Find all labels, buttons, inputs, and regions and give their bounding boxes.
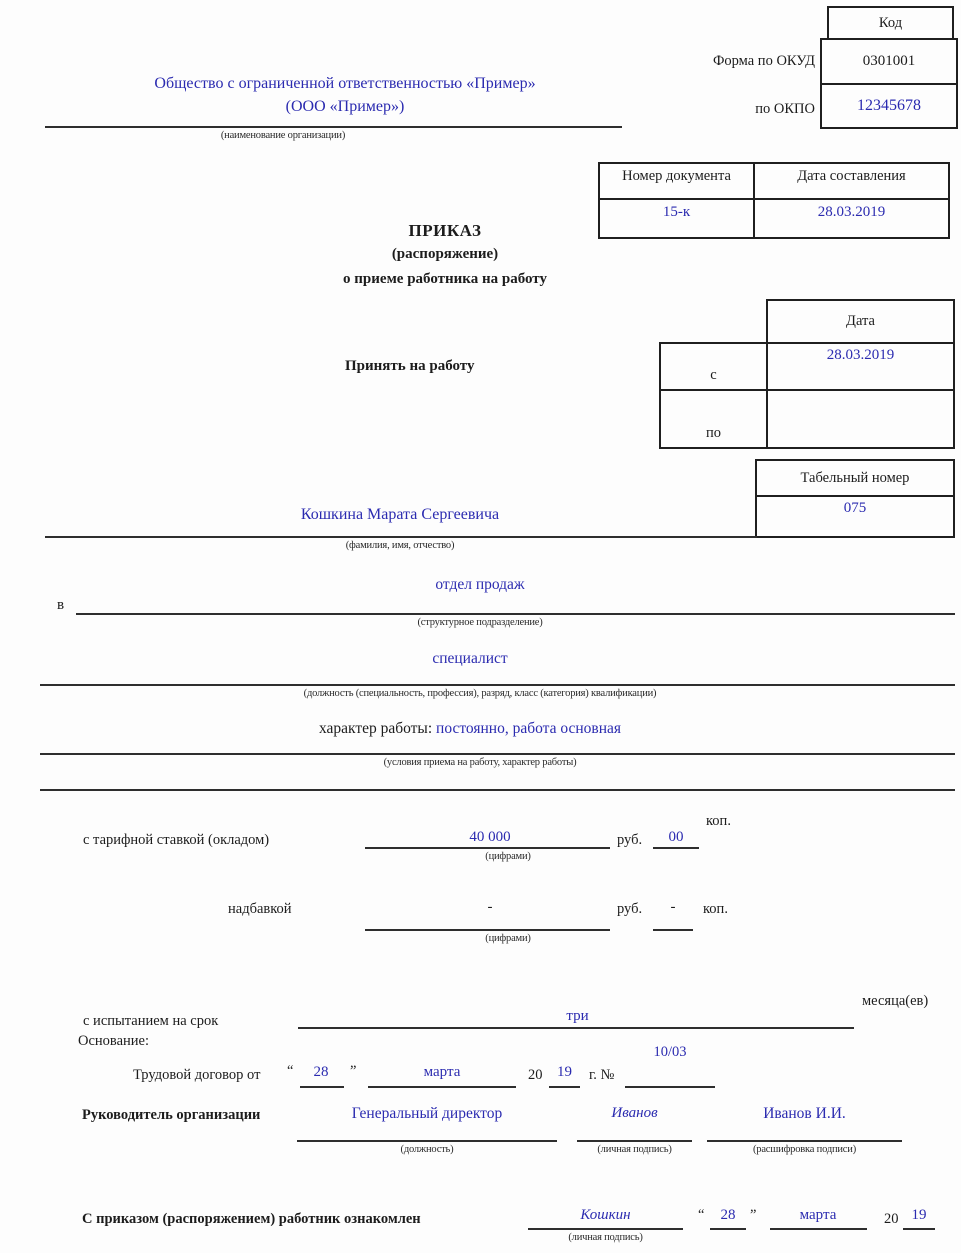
contract-label: Трудовой договор от bbox=[133, 1067, 261, 1083]
code-header-cell bbox=[827, 6, 954, 40]
contract-open-quote: “ bbox=[287, 1063, 294, 1079]
personnel-number-value: 075 bbox=[843, 500, 867, 516]
document-number-table bbox=[598, 162, 950, 239]
contract-day-underline bbox=[300, 1086, 344, 1088]
contract-year-underline bbox=[549, 1086, 580, 1088]
allowance-kop-value: - bbox=[670, 899, 676, 915]
document-title: ПРИКАЗ bbox=[408, 221, 482, 240]
acknowledgement-year-underline bbox=[903, 1228, 935, 1230]
acknowledgement-open-quote: “ bbox=[698, 1207, 705, 1223]
acknowledgement-month-underline bbox=[770, 1228, 867, 1230]
allowance-kop-underline bbox=[653, 929, 693, 931]
hire-label: Принять на работу bbox=[345, 358, 475, 374]
blank-rule bbox=[40, 789, 955, 791]
work-nature-value: постоянно, работа основная bbox=[436, 720, 622, 737]
employee-name-underline bbox=[45, 536, 757, 538]
position-value: специалист bbox=[432, 650, 508, 667]
salary-kop-underline bbox=[653, 847, 699, 849]
document-date-value: 28.03.2019 bbox=[817, 204, 886, 220]
contract-day: 28 bbox=[313, 1064, 329, 1080]
head-position-underline bbox=[297, 1140, 557, 1142]
organization-underline bbox=[45, 126, 622, 128]
document-subtitle-2: о приеме работника на работу bbox=[343, 271, 547, 287]
personnel-number-header: Табельный номер bbox=[800, 469, 910, 486]
hire-from-label-cell bbox=[659, 342, 768, 391]
head-name: Иванов И.И. bbox=[763, 1105, 846, 1122]
okpo-label: по ОКПО bbox=[755, 101, 815, 117]
acknowledgement-signature: Кошкин bbox=[580, 1207, 631, 1223]
head-signature: Иванов bbox=[611, 1105, 658, 1121]
organization-name-line2: (ООО «Пример») bbox=[285, 98, 405, 115]
personnel-number-value-cell bbox=[755, 495, 955, 538]
head-position-caption: (должность) bbox=[400, 1144, 454, 1155]
allowance-caption: (цифрами) bbox=[485, 933, 531, 944]
okpo-value-cell bbox=[820, 83, 958, 129]
probation-label: с испытанием на срок bbox=[83, 1013, 219, 1029]
allowance-value: - bbox=[487, 899, 493, 915]
hire-from-value: 28.03.2019 bbox=[826, 347, 895, 363]
probation-underline bbox=[298, 1027, 854, 1029]
salary-caption: (цифрами) bbox=[485, 851, 531, 862]
acknowledgement-label: С приказом (распоряжением) работник ознакомлен bbox=[82, 1211, 421, 1227]
okud-label: Форма по ОКУД bbox=[712, 53, 815, 69]
head-signature-underline bbox=[577, 1140, 692, 1142]
acknowledgement-day: 28 bbox=[720, 1207, 736, 1223]
contract-year: 19 bbox=[557, 1064, 572, 1080]
salary-kop-value: 00 bbox=[668, 829, 684, 845]
contract-number-label: г. № bbox=[589, 1067, 615, 1083]
hire-to-label: по bbox=[705, 425, 721, 441]
hire-date-header: Дата bbox=[846, 313, 875, 329]
contract-number-value: 10/03 bbox=[653, 1044, 687, 1060]
contract-month-underline bbox=[368, 1086, 516, 1088]
head-position: Генеральный директор bbox=[351, 1105, 503, 1122]
probation-months-label: месяца(ев) bbox=[862, 993, 929, 1009]
allowance-underline bbox=[365, 929, 610, 931]
okud-value: 0301001 bbox=[862, 53, 916, 69]
work-nature-line bbox=[145, 720, 795, 738]
work-nature-label: характер работы: bbox=[318, 720, 433, 737]
document-number-value: 15-к bbox=[600, 200, 755, 237]
document-date-header: Дата составления bbox=[797, 168, 906, 184]
position-caption: (должность (специальность, профессия), разряд, класс (категория) квалификации) bbox=[303, 688, 657, 699]
acknowledgement-close-quote: ” bbox=[750, 1207, 757, 1223]
acknowledgement-year: 19 bbox=[911, 1207, 927, 1223]
salary-value: 40 000 bbox=[469, 829, 511, 845]
head-label: Руководитель организации bbox=[82, 1107, 261, 1123]
organization-name-line1: Общество с ограниченной ответственностью «Пример» bbox=[154, 75, 536, 92]
head-signature-caption: (личная подпись) bbox=[597, 1144, 672, 1155]
hire-to-value-cell bbox=[766, 389, 955, 449]
contract-close-quote: ” bbox=[350, 1063, 357, 1079]
contract-number-underline bbox=[625, 1086, 715, 1088]
employee-name: Кошкина Марата Сергеевича bbox=[300, 506, 500, 523]
department-value: отдел продаж bbox=[435, 576, 525, 593]
salary-rub-label: руб. bbox=[617, 832, 643, 848]
department-prefix: в bbox=[57, 597, 65, 613]
acknowledgement-signature-underline bbox=[528, 1228, 683, 1230]
hire-from-label: с bbox=[710, 367, 717, 383]
probation-value: три bbox=[566, 1008, 589, 1024]
head-name-caption: (расшифровка подписи) bbox=[753, 1144, 856, 1155]
employee-name-caption: (фамилия, имя, отчество) bbox=[345, 540, 455, 551]
head-name-underline bbox=[707, 1140, 902, 1142]
code-header-label: Код bbox=[878, 14, 903, 31]
acknowledgement-century: 20 bbox=[884, 1211, 899, 1227]
hire-date-header-cell bbox=[766, 299, 955, 344]
hire-to-label-cell bbox=[659, 389, 768, 449]
document-subtitle-1: (распоряжение) bbox=[391, 246, 499, 262]
document-number-header: Номер документа bbox=[600, 164, 755, 198]
department-caption: (структурное подразделение) bbox=[417, 617, 543, 628]
allowance-rub-label: руб. bbox=[617, 901, 643, 917]
department-underline bbox=[76, 613, 955, 615]
organization-caption: (наименование организации) bbox=[220, 130, 346, 141]
acknowledgement-month: марта bbox=[799, 1207, 837, 1223]
okud-value-cell bbox=[820, 38, 958, 85]
salary-underline bbox=[365, 847, 610, 849]
salary-label: с тарифной ставкой (окладом) bbox=[83, 832, 270, 848]
acknowledgement-signature-caption: (личная подпись) bbox=[568, 1232, 643, 1243]
hire-from-value-cell bbox=[766, 342, 955, 391]
contract-century: 20 bbox=[528, 1067, 543, 1083]
work-nature-underline bbox=[40, 753, 955, 755]
salary-kop-label: коп. bbox=[706, 813, 731, 829]
acknowledgement-day-underline bbox=[710, 1228, 746, 1230]
contract-month: марта bbox=[423, 1064, 461, 1080]
allowance-label: надбавкой bbox=[228, 901, 292, 917]
allowance-kop-label: коп. bbox=[703, 901, 728, 917]
work-nature-caption: (условия приема на работу, характер работы) bbox=[383, 757, 577, 768]
position-underline bbox=[40, 684, 955, 686]
personnel-number-header-cell bbox=[755, 459, 955, 497]
okpo-value: 12345678 bbox=[857, 97, 921, 114]
basis-label: Основание: bbox=[78, 1033, 149, 1049]
